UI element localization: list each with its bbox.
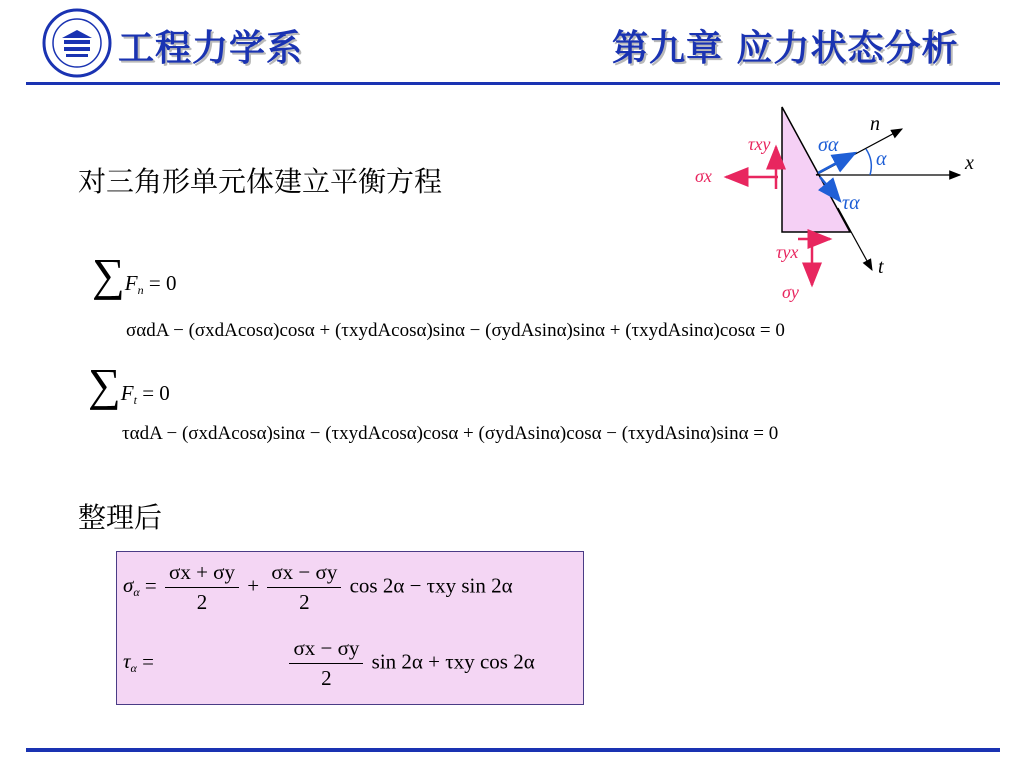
tangential-equilibrium-equation: ταdA − (σxdAcosα)sinα − (τxydAcosα)cosα + (σydAsinα)cosα − (τxydAsinα)sinα = 0 <box>122 423 779 444</box>
label-alpha: α <box>876 148 887 170</box>
label-sigma-x: σx <box>695 166 712 186</box>
result-formula-box <box>116 551 584 705</box>
t-axis <box>838 208 872 270</box>
sum-ft-equation: $\sum F_t = 0$ <box>88 359 170 410</box>
tau-alpha-formula: $\tau_\alpha$ = $\frac{\sigma x - \sigma y}{2}$ sin 2α + τxy cos 2α <box>123 636 535 690</box>
sigma-alpha-formula: $\sigma_\alpha$ = $\frac{\sigma x + \sigma y}{2}$ + $\frac{\sigma x - \sigma y}{2}$ cos 2α − τxy sin 2α <box>123 560 513 614</box>
sum-icon: ∑ <box>88 359 121 410</box>
label-n: n <box>870 113 880 135</box>
chapter-title: 第九章 应力状态分析 <box>612 28 959 69</box>
fraction: $\frac{\sigma x - \sigma y}{2}$ <box>289 636 363 691</box>
sigma-alpha-arrow <box>818 153 855 173</box>
alpha-arc <box>866 149 871 175</box>
triangle-element <box>782 107 850 232</box>
label-sigma-y: σy <box>782 282 799 302</box>
label-t: t <box>878 256 884 278</box>
sum-icon: ∑ <box>92 249 125 300</box>
header-divider <box>26 82 1000 85</box>
footer-divider <box>26 748 1000 752</box>
fraction: $\frac{\sigma x + \sigma y}{2}$ <box>165 560 239 615</box>
label-tau-alpha: τα <box>842 192 860 214</box>
label-tau-yx: τyx <box>776 242 799 262</box>
label-x: x <box>965 152 974 174</box>
org-title: 工程力学系 <box>118 28 304 69</box>
normal-equilibrium-equation: σαdA − (σxdAcosα)cosα + (τxydAcosα)sinα − (σydAsinα)sinα + (τxydAsinα)cosα = 0 <box>126 320 785 341</box>
fraction: $\frac{\sigma x - \sigma y}{2}$ <box>267 560 341 615</box>
stress-element-diagram <box>690 105 990 310</box>
section-heading-result: 整理后 <box>78 501 163 534</box>
university-logo <box>42 8 112 78</box>
label-tau-xy: τxy <box>748 134 771 154</box>
section-heading-equilibrium: 对三角形单元体建立平衡方程 <box>78 165 443 198</box>
label-sigma-alpha: σα <box>818 134 839 156</box>
sum-fn-equation: $\sum F_n = 0$ <box>92 249 177 300</box>
